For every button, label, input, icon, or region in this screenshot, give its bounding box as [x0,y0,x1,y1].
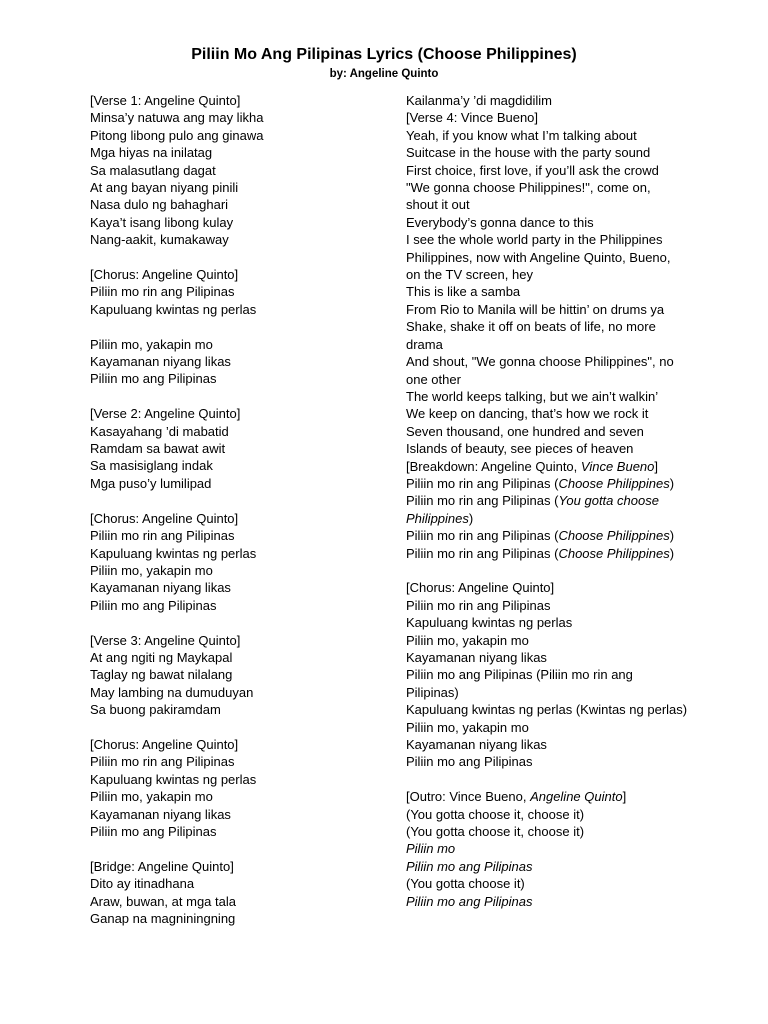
lyric-line [406,597,706,614]
lyric-text: ) [669,475,675,491]
lyric-text: [Verse 2: Angeline Quinto] [90,406,241,422]
lyric-line [406,318,706,335]
lyric-line [406,405,706,422]
stanza-break [90,492,380,509]
lyric-line [406,893,706,910]
lyric-text: shout it out [406,197,470,213]
lyric-text: [Verse 3: Angeline Quinto] [90,632,241,648]
lyric-text: drama [406,336,443,352]
lyric-text: Kapuluang kwintas ng perlas [406,615,573,631]
lyric-line [90,910,380,927]
lyric-text: Piliin mo ang Pilipinas (Piliin mo rin ang [406,667,633,683]
lyric-line [406,875,706,892]
lyric-text: At ang bayan niyang pinili [90,180,239,196]
lyric-text: The world keeps talking, but we ain’t walkin’ [406,388,659,404]
lyric-line [90,579,380,596]
lyric-line [90,649,380,666]
lyrics-column-left [90,92,380,927]
lyric-text: one other [406,371,461,387]
lyric-line [406,266,706,283]
stanza-break [90,249,380,266]
lyric-line [90,753,380,770]
lyric-line [90,806,380,823]
lyric-text: Piliin mo rin ang Pilipinas ( [406,528,559,544]
stanza-break [90,388,380,405]
lyric-line [406,162,706,179]
lyric-text: Piliin mo ang Pilipinas [406,893,533,909]
lyric-line [90,144,380,161]
lyric-line [406,283,706,300]
stanza-break [90,840,380,857]
lyric-line [406,249,706,266]
lyric-line [406,301,706,318]
lyric-text: [Bridge: Angeline Quinto] [90,858,234,874]
lyric-text: Ganap na magniningning [90,910,236,926]
lyric-line [90,231,380,248]
lyric-text: (You gotta choose it, choose it) [406,806,585,822]
page-title: Piliin Mo Ang Pilipinas Lyrics (Choose Philippines) [191,46,577,63]
lyric-text: Kaya’t isang libong kulay [90,214,234,230]
lyric-text: Piliin mo ang Pilipinas [90,823,217,839]
lyric-line [406,440,706,457]
lyric-line [90,788,380,805]
lyric-line [90,162,380,179]
lyric-text: ) [669,528,675,544]
lyric-text: Choose Philippines [558,475,670,491]
stanza-break [90,614,380,631]
lyric-text: Vince Bueno [580,458,655,474]
lyric-text: Kayamanan niyang likas [406,649,547,665]
lyric-text: Yeah, if you know what I’m talking about [406,127,637,143]
lyric-text: Philippines, now with Angeline Quinto, Bueno, [406,249,671,265]
lyric-text: Minsa’y natuwa ang may likha [90,110,264,126]
lyric-line [406,806,706,823]
lyric-text: Kayamanan niyang likas [90,354,231,370]
lyric-line [406,371,706,388]
lyric-text: Piliin mo, yakapin mo [406,719,529,735]
lyric-line [90,823,380,840]
lyric-line [90,597,380,614]
lyric-line [90,353,380,370]
lyric-line [90,370,380,387]
lyric-text: Sa buong pakiramdam [90,702,221,718]
lyric-line [406,788,706,805]
lyric-text: First choice, first love, if you’ll ask the crowd [406,162,659,178]
lyric-text: [Outro: Vince Bueno, [406,789,531,805]
lyric-text: Sa malasutlang dagat [90,162,216,178]
lyric-text: Piliin mo ang Pilipinas [90,371,217,387]
lyric-text: [Breakdown: Angeline Quinto, [406,458,581,474]
lyric-line [90,179,380,196]
lyric-text: Sa masisiglang indak [90,458,213,474]
lyric-text: Piliin mo ang Pilipinas [406,754,533,770]
lyric-text: Choose Philippines [558,528,670,544]
lyric-line [406,701,706,718]
lyric-text: Araw, buwan, at mga tala [90,893,236,909]
stanza-break [90,719,380,736]
lyric-text: Kapuluang kwintas ng perlas [90,545,257,561]
lyric-text: And shout, "We gonna choose Philippines", no [406,354,674,370]
lyric-text: on the TV screen, hey [406,267,533,283]
lyric-text: Taglay ng bawat nilalang [90,667,233,683]
lyric-text: May lambing na dumuduyan [90,684,254,700]
lyric-text: Piliin mo ang Pilipinas [406,858,533,874]
lyric-line [406,753,706,770]
lyric-line [90,440,380,457]
lyric-line [90,214,380,231]
lyric-line [406,214,706,231]
lyric-text: Kayamanan niyang likas [406,737,547,753]
lyric-line [406,109,706,126]
lyric-line [406,823,706,840]
lyric-line [90,301,380,318]
lyric-line [406,858,706,875]
lyric-text: Piliin mo rin ang Pilipinas ( [406,475,559,491]
lyric-line [406,649,706,666]
lyric-text: We keep on dancing, that’s how we rock it [406,406,649,422]
lyric-line [406,388,706,405]
lyric-text: ] [654,458,659,474]
lyric-text: Piliin mo rin ang Pilipinas [406,597,551,613]
lyric-line [90,684,380,701]
lyric-line [90,405,380,422]
lyric-line [406,231,706,248]
lyric-line [406,666,706,683]
lyric-text: Piliin mo, yakapin mo [90,336,213,352]
lyric-text: Ramdam sa bawat awit [90,441,226,457]
lyric-line [406,179,706,196]
lyric-text: Piliin mo, yakapin mo [90,789,213,805]
lyric-line [90,266,380,283]
lyric-text: Choose Philippines [558,545,670,561]
lyric-line [90,562,380,579]
lyric-text: Piliin mo rin ang Pilipinas [90,754,235,770]
lyric-line [406,736,706,753]
lyric-text: Piliin mo ang Pilipinas [90,597,217,613]
lyric-text: Kasayahang ’di mabatid [90,423,229,439]
lyric-line [406,336,706,353]
lyric-line [90,196,380,213]
lyric-text: [Chorus: Angeline Quinto] [406,580,555,596]
lyric-line [90,545,380,562]
lyric-line [90,92,380,109]
lyric-line [90,283,380,300]
lyric-text: Nasa dulo ng bahaghari [90,197,229,213]
lyric-line [90,893,380,910]
lyric-text: [Chorus: Angeline Quinto] [90,510,239,526]
lyric-line [406,632,706,649]
lyric-text: Shake, shake it off on beats of life, no more [406,319,656,335]
lyric-text: Piliin mo [406,841,456,857]
lyric-text: Kapuluang kwintas ng perlas [90,771,257,787]
lyric-text: You gotta choose [558,493,659,509]
lyric-line [90,701,380,718]
lyric-text: Suitcase in the house with the party sound [406,145,651,161]
lyric-text: Piliin mo rin ang Pilipinas ( [406,545,559,561]
lyric-text: Pilipinas) [406,684,459,700]
lyric-text: [Verse 1: Angeline Quinto] [90,93,241,108]
lyric-text: Seven thousand, one hundred and seven [406,423,644,439]
lyric-text: This is like a samba [406,284,521,300]
lyric-line [406,196,706,213]
lyric-text: I see the whole world party in the Philippines [406,232,663,248]
lyric-line [90,127,380,144]
lyric-text: Everybody’s gonna dance to this [406,214,594,230]
lyric-text: Philippines [406,510,469,526]
lyric-text: Angeline Quinto [530,789,623,805]
byline: by: Angeline Quinto [329,68,439,80]
lyric-text: Piliin mo rin ang Pilipinas [90,528,235,544]
lyric-line [406,840,706,857]
lyric-line [90,510,380,527]
lyric-text: ) [468,510,474,526]
lyric-line [90,666,380,683]
lyric-line [90,336,380,353]
lyric-text: Kailanma’y ’di magdidilim [406,93,552,108]
lyric-text: [Chorus: Angeline Quinto] [90,267,239,283]
lyric-text: Mga puso’y lumilipad [90,475,212,491]
lyric-line [406,719,706,736]
lyric-text: "We gonna choose Philippines!", come on, [406,180,651,196]
lyric-text: ] [622,789,627,805]
lyric-text: Pitong libong pulo ang ginawa [90,127,264,143]
lyric-line [90,423,380,440]
lyric-line [406,423,706,440]
lyric-text: (You gotta choose it) [406,876,525,892]
lyric-text: Piliin mo, yakapin mo [90,562,213,578]
lyric-line [406,510,706,527]
lyrics-column-right [406,92,706,910]
lyric-text: [Verse 4: Vince Bueno] [406,110,539,126]
lyric-text: Nang-aakit, kumakaway [90,232,229,248]
lyric-line [406,127,706,144]
lyric-text: Piliin mo, yakapin mo [406,632,529,648]
lyric-line [406,475,706,492]
lyric-text: (You gotta choose it, choose it) [406,824,585,840]
lyric-line [406,92,706,109]
lyric-text: Kapuluang kwintas ng perlas [90,301,257,317]
lyric-text: [Chorus: Angeline Quinto] [90,736,239,752]
stanza-break [406,562,706,579]
lyric-line [406,684,706,701]
lyric-text: Mga hiyas na inilatag [90,145,213,161]
lyric-line [90,109,380,126]
lyric-line [406,353,706,370]
lyric-text: At ang ngiti ng Maykapal [90,649,233,665]
lyric-line [406,492,706,509]
lyric-text: Kayamanan niyang likas [90,806,231,822]
lyric-line [406,579,706,596]
lyric-text: Dito ay itinadhana [90,876,195,892]
lyric-line [90,632,380,649]
lyric-text: ) [669,545,675,561]
lyric-line [406,614,706,631]
lyric-line [90,475,380,492]
lyric-line [406,527,706,544]
lyric-text: Piliin mo rin ang Pilipinas [90,284,235,300]
lyric-line [90,457,380,474]
lyric-line [90,527,380,544]
lyric-line [90,875,380,892]
lyric-text: Islands of beauty, see pieces of heaven [406,441,634,457]
lyric-line [406,144,706,161]
lyric-text: Kapuluang kwintas ng perlas (Kwintas ng perlas) [406,702,688,718]
stanza-break [406,771,706,788]
lyric-line [90,771,380,788]
lyric-line [406,458,706,475]
lyric-line [90,858,380,875]
lyric-line [406,545,706,562]
lyric-text: From Rio to Manila will be hittin’ on drums ya [406,301,665,317]
lyric-text: Piliin mo rin ang Pilipinas ( [406,493,559,509]
stanza-break [90,318,380,335]
lyric-text: Kayamanan niyang likas [90,580,231,596]
lyric-line [90,736,380,753]
